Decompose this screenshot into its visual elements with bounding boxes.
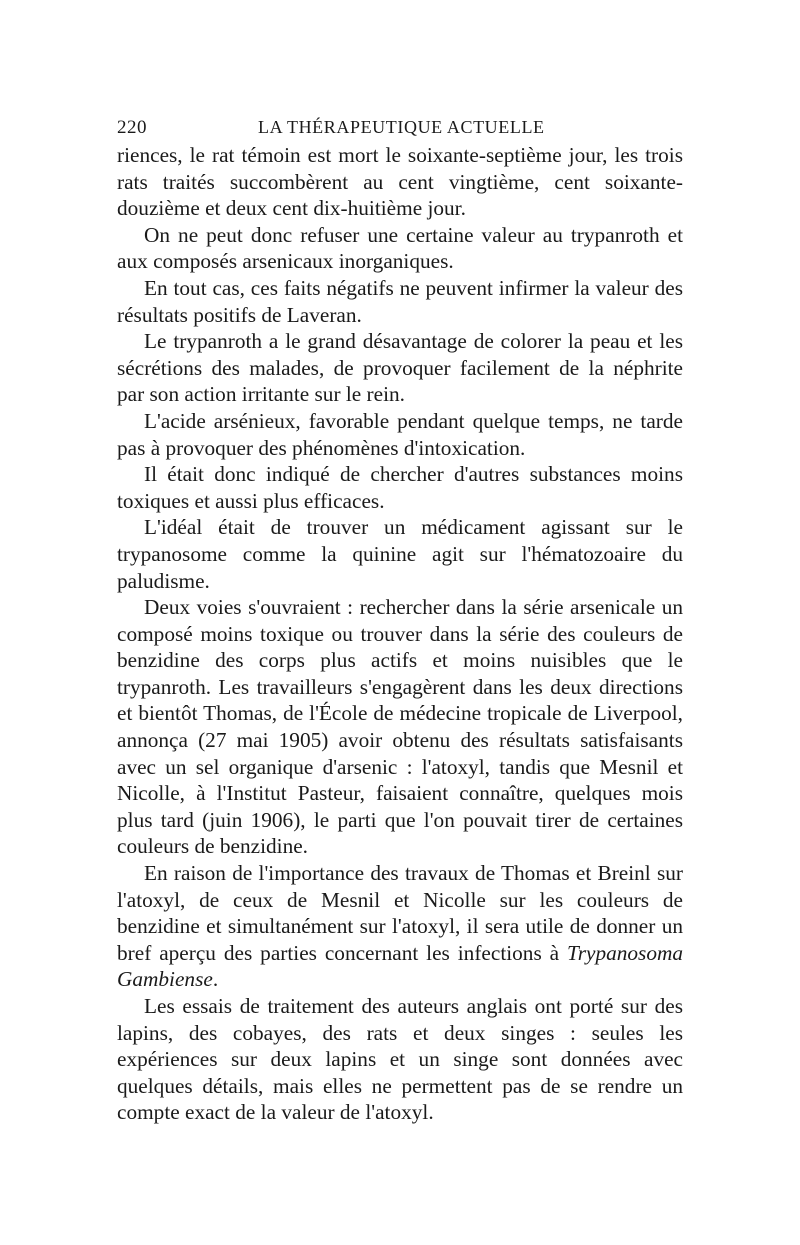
running-title: LA THÉRAPEUTIQUE ACTUELLE [258, 117, 545, 137]
paragraph: L'idéal était de trouver un médicament agissant sur le trypanosome comme la quinine agit sur l'hématozoaire du paludisme. [117, 515, 683, 593]
page-header [117, 117, 683, 143]
paragraph: On ne peut donc refuser une certaine valeur au trypanroth et aux composés arsenicaux inorganiques. [117, 222, 683, 274]
page-number: 220 [117, 117, 147, 138]
paragraph: riences, le rat témoin est mort le soixante-septième jour, les trois rats traités succombèrent au cent vingtième, cent soixante-douzième et deux cent dix-huitième jour. [117, 143, 683, 221]
paragraph-end: . [212, 967, 219, 992]
paragraph: L'acide arsénieux, favorable pendant quelque temps, ne tarde pas à provoquer des phénomènes d'intoxication. [117, 408, 683, 460]
paragraph: Le trypanroth a le grand désavantage de colorer la peau et les sécrétions des malades, de provoquer facilement de la néphrite par son action irritante sur le rein. [117, 329, 683, 407]
paragraph: En tout cas, ces faits négatifs ne peuvent infirmer la valeur des résultats positifs de Laveran. [117, 275, 683, 327]
paragraph [117, 860, 683, 993]
paragraph: Il était donc indiqué de chercher d'autres substances moins toxiques et aussi plus efficaces. [117, 462, 683, 513]
species-name: Trypanosoma Gambiense [117, 940, 683, 992]
paragraph: Les essais de traitement des auteurs anglais ont porté sur des lapins, des cobayes, des rats et deux singes : seules les expériences sur deux lapins et un singe sont données avec quelques détails, mais elles ne permettent pas de se rendre un compte exact de la valeur de l'atoxyl. [117, 994, 683, 1125]
paragraph-text: En raison de l'importance des travaux de Thomas et Breinl sur l'atoxyl, de ceux de Mesnil et Nicolle sur les couleurs de benzidine et simultanément sur l'atoxyl, il sera utile de donner un bref aperçu des parties concernant les infections à [117, 861, 683, 965]
body-text [117, 142, 683, 1126]
paragraph: Deux voies s'ouvraient : rechercher dans la série arsenicale un composé moins toxique ou trouver dans la série des couleurs de benzidine des corps plus actifs et moins nuisibles que le trypanroth. Les travailleurs s'engagèrent dans les deux directions et bientôt Thomas, de l'École de médecine tropicale de Liverpool, annonça (27 mai 1905) avoir obtenu des résultats satisfaisants avec un sel organique d'arsenic : l'atoxyl, tandis que Mesnil et Nicolle, à l'Institut Pasteur, faisaient connaître, quelques mois plus tard (juin 1906), le parti que l'on pouvait tirer de certaines couleurs de benzidine. [117, 595, 683, 859]
